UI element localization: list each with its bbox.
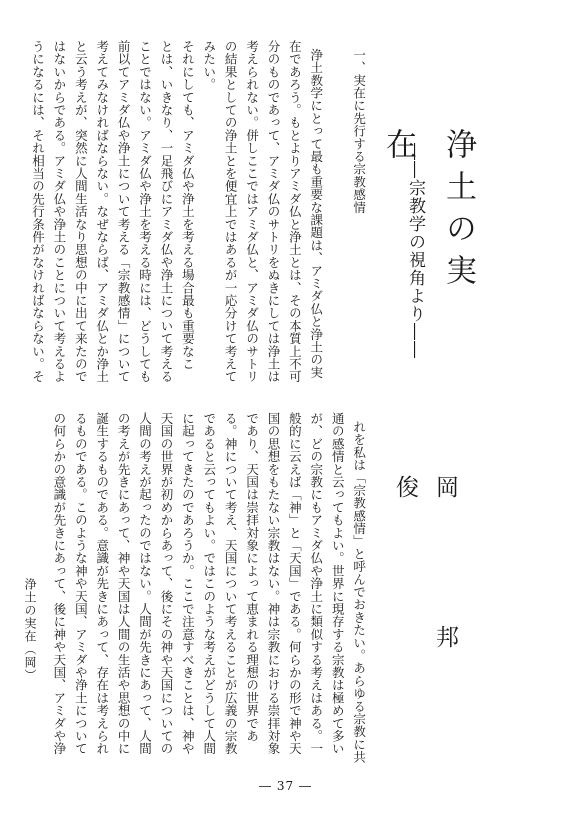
article-author: 岡 邦 俊 (392, 475, 458, 775)
upper-body-text (30, 40, 391, 402)
text-line: 通の感情と云ってもよい。世界に現存する宗教は極めて多い (330, 412, 346, 755)
text-line: 分のものであって、アミダ仏のサトリをぬきにしては浄土は (265, 40, 281, 383)
article-subtitle: ――宗教学の視角より―― (405, 143, 425, 359)
text-line: 国の思想をもたない宗教はない。神は宗教における崇拝対象 (265, 412, 281, 755)
text-line: るものである。このような神や天国、アミダや浄土について (73, 412, 89, 755)
section-heading: 一、実在に先行する宗教感情 (351, 48, 367, 214)
text-line: みたい。 (201, 40, 217, 91)
text-line: であり、天国は崇拝対象によって恵まれる理想の世界であ (244, 412, 260, 743)
text-line: ことではない。アミダ仏や浄土を考える時には、どうしても (137, 40, 153, 383)
lower-body-lines (52, 412, 367, 763)
running-head: 浄土の実在（岡） (23, 578, 37, 682)
text-line: 人間の考えが起ったのではない。人間が先きにあって、人間 (137, 412, 153, 755)
upper-body-lines (31, 40, 324, 383)
text-line: と云う考えが、突然に人間生活なり思想の中に出て来たので (73, 40, 89, 383)
text-line: 誕生するものである。意識が先きにあって、存在は考えられ (94, 412, 110, 755)
article-title: 浄土の実在 (380, 128, 476, 296)
text-line: の何らかの意識が先きにあって、後に神や天国、アミダや浄 (51, 412, 67, 755)
text-line: の考えが先きにあって、神や天国は人間の生活や思想の中に (116, 412, 132, 755)
lower-body-text (48, 412, 391, 778)
text-line: に起ってきたのであろうか。ここで注意すべきことは、神や (180, 412, 196, 755)
text-line: うになるには、それ相当の先行条件がなければならない。そ (30, 40, 46, 383)
page-number: ― 37 ― (259, 779, 312, 793)
text-line: 浄土教学にとって最も重要な課題は、アミダ仏と浄土の実 (308, 48, 324, 379)
text-line: 考えてみなければならない。なぜならば、アミダ仏とか浄土 (94, 40, 110, 383)
text-line: 前以てアミダ仏や浄土について考える「宗教感情」について (116, 40, 132, 383)
text-line: れを私は「宗教感情」と呼んでおきたい。あらゆる宗教に共 (351, 420, 367, 764)
text-line: が、どの宗教にもアミダ仏や浄土に類似する考えはある。一 (308, 412, 324, 755)
text-line: はないからである。アミダ仏や浄土のことについて考えるよ (51, 40, 67, 383)
text-line: 般的に云えば「神」と「天国」である。何らかの形で神や天 (287, 412, 303, 755)
text-line: る。神について考え、天国について考えることが広義の宗教 (223, 412, 239, 755)
text-line: であると云ってもよい。ではこのような考えがどうして人間 (201, 412, 217, 755)
text-line: とは、いきなり、一足飛びにアミダ仏や浄土について考える (158, 40, 174, 383)
text-line: 天国の世界が初めからあって、後にその神や天国についての (158, 412, 174, 755)
text-line: 考えられない。併しここではアミダ仏と、アミダ仏のサトリ (244, 40, 260, 383)
text-line: それにしても、アミダ仏や浄土を考える場合最も重要なこ (180, 40, 196, 371)
text-line: 在であろう。もとよりアミダ仏と浄土とは、その本質上不可 (287, 40, 303, 383)
text-line: の結果としての浄土とを便宜上ではあるが一応分けて考えて (223, 40, 239, 383)
